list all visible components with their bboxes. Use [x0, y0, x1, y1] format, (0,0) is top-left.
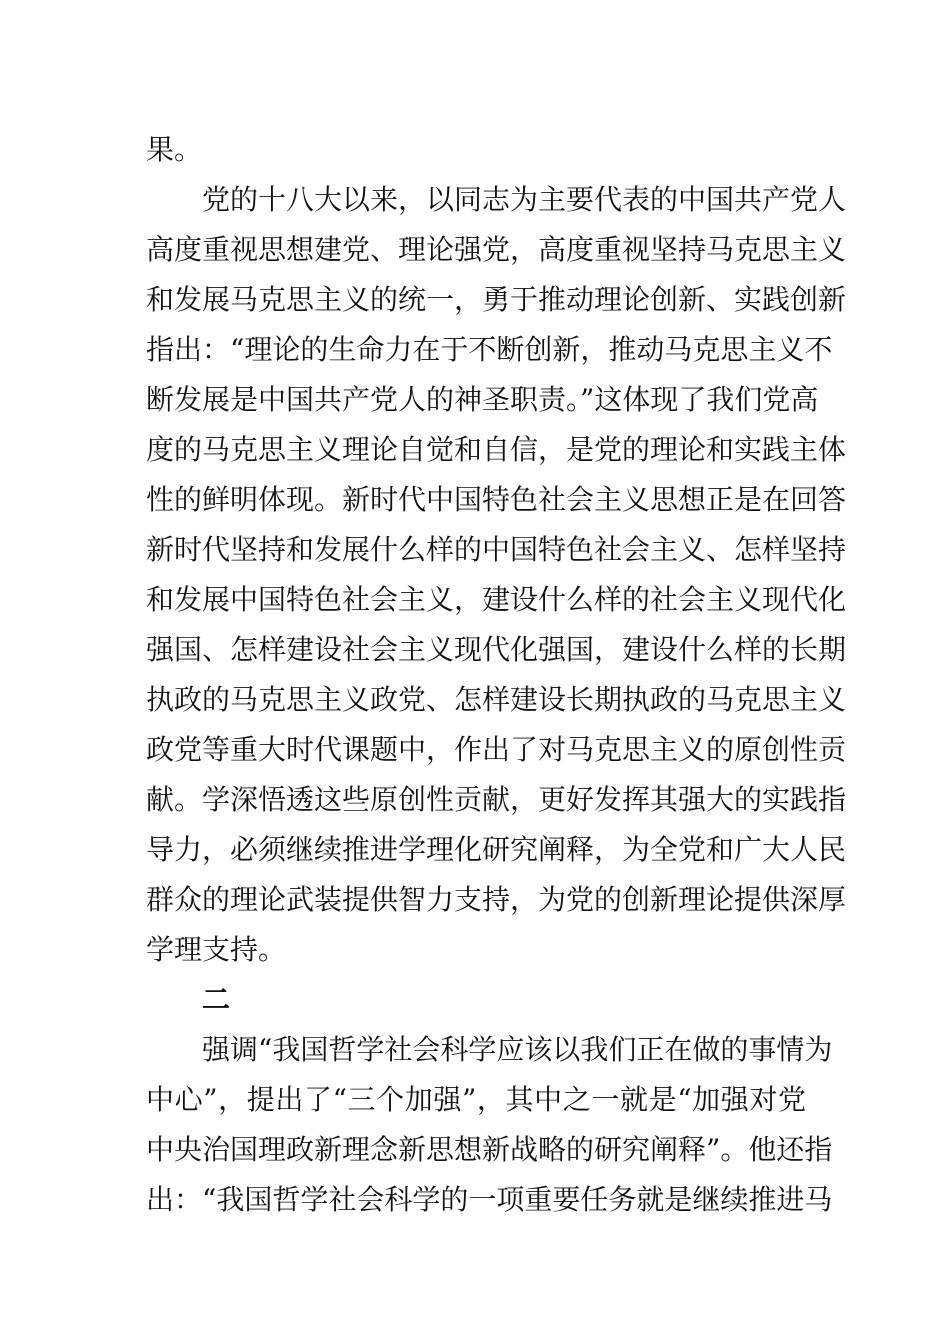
paragraph-line: 高度重视思想建党、理论强党，高度重视坚持马克思主义	[146, 233, 847, 266]
paragraph-line: 果。	[146, 133, 203, 166]
paragraph-line: 出：“我国哲学社会科学的一项重要任务就是继续推进马	[146, 1183, 833, 1216]
paragraph-line: 导力，必须继续推进学理化研究阐释，为全党和广大人民	[146, 833, 847, 866]
paragraph-line: 学理支持。	[146, 933, 287, 966]
paragraph-line: 度的马克思主义理论自觉和自信，是党的理论和实践主体	[146, 433, 847, 466]
paragraph-line: 和发展中国特色社会主义，建设什么样的社会主义现代化	[146, 583, 847, 616]
paragraph-line: 党的十八大以来，以同志为主要代表的中国共产党人	[202, 183, 847, 216]
paragraph-line: 执政的马克思主义政党、怎样建设长期执政的马克思主义	[146, 683, 847, 716]
paragraph-line: 中心”，提出了“三个加强”，其中之一就是“加强对党	[146, 1083, 806, 1116]
paragraph-line: 性的鲜明体现。新时代中国特色社会主义思想正是在回答	[146, 483, 847, 516]
section-heading: 二	[202, 983, 231, 1016]
paragraph-line: 新时代坚持和发展什么样的中国特色社会主义、怎样坚持	[146, 533, 847, 566]
paragraph-line: 和发展马克思主义的统一，勇于推动理论创新、实践创新	[146, 283, 847, 316]
paragraph-line: 强调“我国哲学社会科学应该以我们正在做的事情为	[202, 1033, 833, 1066]
paragraph-line: 中央治国理政新理念新思想新战略的研究阐释”。他还指	[146, 1133, 833, 1166]
paragraph-line: 群众的理论武装提供智力支持，为党的创新理论提供深厚	[146, 883, 847, 916]
paragraph-line: 政党等重大时代课题中，作出了对马克思主义的原创性贡	[146, 733, 847, 766]
paragraph-line: 断发展是中国共产党人的神圣职责。”这体现了我们党高	[146, 383, 819, 416]
paragraph-line: 献。学深悟透这些原创性贡献，更好发挥其强大的实践指	[146, 783, 847, 816]
paragraph-line: 强国、怎样建设社会主义现代化强国，建设什么样的长期	[146, 633, 847, 666]
paragraph-line: 指出：“理论的生命力在于不断创新，推动马克思主义不	[146, 333, 833, 366]
